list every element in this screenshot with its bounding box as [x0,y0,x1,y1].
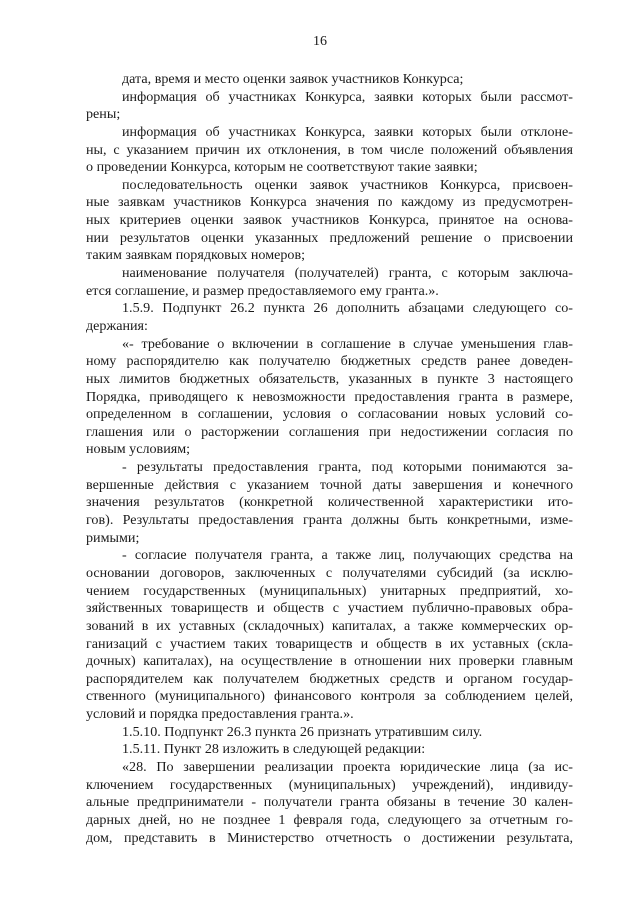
text-line: ственного (муниципального) финансового контроля за соблюдением целей, [86,688,573,705]
text-line: альные предприниматели - получатели гранта обязаны в течение 30 кален- [86,794,573,811]
text-line: гов). Результаты предоставления гранта должны быть конкретными, изме- [86,512,573,529]
paragraph [86,177,573,265]
paragraph [86,724,573,742]
text-line: дом, представить в Министерство отчетность о достижении результата, [86,829,573,846]
text-line: 1.5.11. Пункт 28 изложить в следующей редакции: [122,741,426,758]
text-line: распорядителем как получателем бюджетных средств и органом государ- [86,670,573,687]
paragraph [86,759,573,847]
text-line: - результаты предоставления гранта, под которыми понимаются за- [122,459,573,476]
text-line: «- требование о включении в соглашение в случае уменьшения глав- [122,335,573,352]
text-line: определенном в соглашении, условия о согласовании новых условий со- [86,406,573,423]
text-line: дата, время и место оценки заявок участников Конкурса; [122,71,464,87]
text-line: ны, с указанием причин их отклонения, в том числе положений объявления [86,141,573,158]
text-line: ганизаций с участием таких товариществ и обществ в их уставных (скла- [86,635,573,652]
text-line: 1.5.10. Подпункт 26.3 пункта 26 признать утратившим силу. [122,723,483,740]
paragraph [86,265,573,300]
text-line: нии результатов оценки указанных предложений решение о присвоении [86,229,573,246]
paragraph [86,124,573,177]
text-line: новым условиям; [86,441,191,458]
text-line: ному распорядителю как получателю бюджетных средств ранее доведен- [86,353,573,370]
paragraph [86,547,573,723]
text-line: дарных дней, но не позднее 1 февраля года, следующего за отчетным го- [86,811,573,828]
text-line: - согласие получателя гранта, а также лиц, получающих средства на [122,547,573,564]
paragraph [86,300,573,335]
text-line: ные заявкам участников Конкурса значения по каждому из предусмотрен- [86,194,573,211]
text-line: информация об участниках Конкурса, заявки которых были рассмот- [122,88,573,105]
text-line: условий и порядка предоставления гранта.». [86,706,354,723]
text-line: «28. По завершении реализации проекта юридические лица (за ис- [122,758,573,775]
text-line: ных критериев оценки заявок участников Конкурса, принятое на основа- [86,212,573,229]
text-line: последовательность оценки заявок участников Конкурса, присвоен- [122,176,573,193]
document-body [86,71,573,847]
text-line: зований в их уставных (складочных) капиталах, а также коммерческих ор- [86,617,573,634]
paragraph [86,459,573,547]
text-line: вершенные действия с указанием точной даты завершения и конечного [86,476,573,493]
text-line: римыми; [86,529,140,546]
text-line: таким заявкам порядковых номеров; [86,247,306,264]
page-number: 16 [313,34,327,49]
paragraph [86,336,573,459]
text-line: ключением государственных (муниципальных) учреждений), индивиду- [86,776,573,793]
text-line: ется соглашение, и размер предоставляемого ему гранта.». [86,282,439,299]
paragraph [86,71,573,89]
text-line: Порядка, приводящего к невозможности предоставления гранта в размере, [86,388,573,405]
text-line: рены; [86,106,121,123]
paragraph [86,89,573,124]
text-line: зяйственных товариществ и обществ с участием публично-правовых обра- [86,600,573,617]
text-line: основании договоров, заключенных с получателями субсидий (за исклю- [86,564,573,581]
text-line: дочных) капиталах), на осуществление в отношении них проверки главным [86,653,573,670]
text-line: значения результатов (конкретной количественной характеристики ито- [86,494,573,511]
text-line: глашения или о расторжении соглашения при недостижении согласия по [86,423,573,440]
text-line: чением государственных (муниципальных) унитарных предприятий, хо- [86,582,573,599]
text-line: наименование получателя (получателей) гранта, с которым заключа- [122,265,573,282]
text-line: о проведении Конкурса, которым не соответствуют такие заявки; [86,159,478,176]
text-line: информация об участниках Конкурса, заявки которых были отклоне- [122,123,573,140]
text-line: 1.5.9. Подпункт 26.2 пункта 26 дополнить абзацами следующего со- [122,300,573,317]
text-line: ных лимитов бюджетных обязательств, указанных в пункте 3 настоящего [86,370,573,387]
paragraph [86,741,573,759]
text-line: держания: [86,317,148,334]
